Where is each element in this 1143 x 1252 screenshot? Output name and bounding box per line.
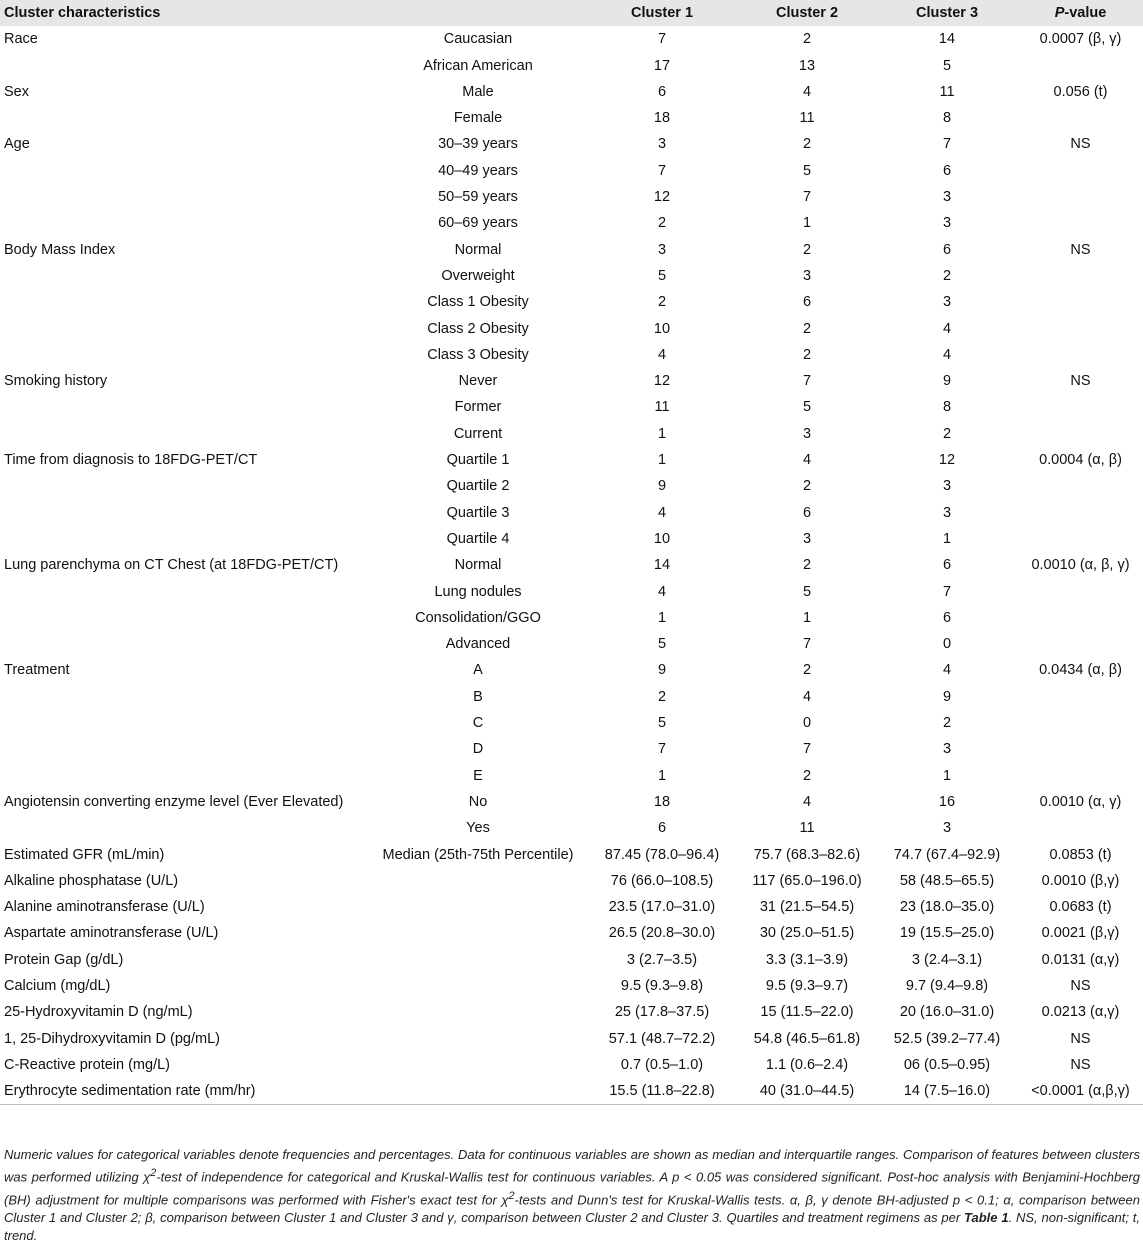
table-row bbox=[0, 526, 1143, 552]
cell-cluster-3: 3 bbox=[942, 741, 952, 758]
cell-characteristic bbox=[0, 316, 370, 342]
cell-cluster-1: 4 bbox=[657, 346, 667, 363]
cell-p-value bbox=[1018, 210, 1143, 236]
cell-cluster-2: 11 bbox=[799, 110, 815, 127]
cell-cluster-1: 1 bbox=[657, 452, 667, 469]
cell-p-value: 0.0021 (β,γ) bbox=[1041, 925, 1120, 942]
cell-cluster-3: 5 bbox=[942, 57, 952, 74]
cell-cluster-1: 7 bbox=[657, 162, 667, 179]
cell-cluster-3: 7 bbox=[942, 583, 952, 600]
cell-cluster-1: 12 bbox=[653, 373, 671, 390]
cell-category bbox=[370, 920, 586, 946]
cell-p-value: NS bbox=[1070, 977, 1091, 994]
cell-cluster-2: 5 bbox=[802, 162, 812, 179]
cell-cluster-3: 23 (18.0–35.0) bbox=[899, 899, 995, 916]
cell-p-value bbox=[1018, 526, 1143, 552]
cell-p-value: 0.056 (t) bbox=[1053, 83, 1108, 100]
table-row bbox=[0, 973, 1143, 999]
cell-cluster-3: 9 bbox=[942, 688, 952, 705]
cell-p-value: 0.0007 (β, γ) bbox=[1039, 31, 1122, 48]
cell-characteristic: Aspartate aminotransferase (U/L) bbox=[4, 925, 219, 942]
table-row bbox=[0, 631, 1143, 657]
cell-characteristic bbox=[0, 579, 370, 605]
cell-characteristic bbox=[0, 684, 370, 710]
cell-cluster-2: 3.3 (3.1–3.9) bbox=[765, 951, 849, 968]
table-row bbox=[0, 710, 1143, 736]
cell-characteristic: Body Mass Index bbox=[4, 241, 116, 258]
cell-cluster-3: 58 (48.5–65.5) bbox=[899, 872, 995, 889]
table-row bbox=[0, 657, 1143, 683]
table-row bbox=[0, 342, 1143, 368]
cell-cluster-2: 6 bbox=[802, 504, 812, 521]
cell-category: No bbox=[468, 793, 488, 810]
table-row bbox=[0, 316, 1143, 342]
cell-category: Consolidation/GGO bbox=[415, 609, 541, 626]
cell-cluster-3: 3 (2.4–3.1) bbox=[911, 951, 983, 968]
table-row bbox=[0, 53, 1143, 79]
cell-category bbox=[370, 947, 586, 973]
table-row bbox=[0, 736, 1143, 762]
cell-cluster-2: 11 bbox=[799, 820, 815, 837]
cell-cluster-3: 3 bbox=[942, 215, 952, 232]
cell-characteristic: C-Reactive protein (mg/L) bbox=[4, 1056, 170, 1073]
cell-cluster-2: 13 bbox=[798, 57, 816, 74]
cell-category: Yes bbox=[466, 820, 490, 837]
cell-cluster-1: 3 bbox=[657, 136, 667, 153]
cell-cluster-3: 4 bbox=[942, 320, 952, 337]
cell-cluster-2: 2 bbox=[802, 478, 812, 495]
cell-p-value: 0.0853 (t) bbox=[1049, 846, 1112, 863]
header-characteristics: Cluster characteristics bbox=[4, 5, 161, 21]
cell-category bbox=[370, 868, 586, 894]
cell-p-value: <0.0001 (α,β,γ) bbox=[1018, 1078, 1143, 1105]
cell-cluster-2: 54.8 (46.5–61.8) bbox=[753, 1030, 861, 1047]
cell-cluster-3: 0 bbox=[942, 636, 952, 653]
cell-cluster-2: 1 bbox=[802, 215, 812, 232]
cell-cluster-2: 15 (11.5–22.0) bbox=[760, 1004, 854, 1021]
cell-p-value: 0.0010 (α, γ) bbox=[1039, 793, 1122, 810]
cell-p-value bbox=[1018, 710, 1143, 736]
cell-p-value: 0.0010 (β,γ) bbox=[1041, 872, 1120, 889]
cell-characteristic bbox=[0, 53, 370, 79]
cell-cluster-1: 1 bbox=[657, 767, 667, 784]
cell-cluster-1: 10 bbox=[653, 320, 671, 337]
cell-characteristic: Alanine aminotransferase (U/L) bbox=[4, 899, 205, 916]
table-row bbox=[0, 289, 1143, 315]
cell-category: 30–39 years bbox=[438, 136, 518, 153]
cell-cluster-2: 4 bbox=[802, 452, 812, 469]
cell-category: D bbox=[472, 741, 484, 758]
table-row bbox=[0, 789, 1143, 815]
cell-characteristic bbox=[0, 105, 370, 131]
cell-cluster-1: 57.1 (48.7–72.2) bbox=[608, 1030, 716, 1047]
cell-cluster-2: 2 bbox=[802, 767, 812, 784]
table-body bbox=[0, 26, 1143, 1105]
cell-cluster-3: 14 (7.5–16.0) bbox=[876, 1078, 1018, 1105]
cell-cluster-1: 9 bbox=[657, 478, 667, 495]
cell-category: Advanced bbox=[445, 636, 511, 653]
cell-cluster-2: 2 bbox=[802, 557, 812, 574]
cell-cluster-1: 9 bbox=[657, 662, 667, 679]
cell-p-value: NS bbox=[1070, 136, 1091, 153]
cell-cluster-1: 5 bbox=[657, 636, 667, 653]
cell-cluster-1: 2 bbox=[657, 294, 667, 311]
cell-cluster-2: 5 bbox=[802, 399, 812, 416]
table-row bbox=[0, 1052, 1143, 1078]
cell-cluster-3: 8 bbox=[942, 110, 952, 127]
table-row bbox=[0, 999, 1143, 1025]
cell-p-value: 0.0213 (α,γ) bbox=[1041, 1004, 1120, 1021]
cell-p-value bbox=[1018, 342, 1143, 368]
cell-p-value bbox=[1018, 605, 1143, 631]
cell-cluster-3: 3 bbox=[942, 504, 952, 521]
cell-characteristic bbox=[0, 763, 370, 789]
cell-cluster-3: 1 bbox=[942, 530, 952, 547]
cell-cluster-2: 4 bbox=[802, 83, 812, 100]
cell-p-value: 0.0683 (t) bbox=[1049, 899, 1112, 916]
cell-cluster-1: 4 bbox=[657, 504, 667, 521]
cell-cluster-3: 4 bbox=[942, 346, 952, 363]
table-row bbox=[0, 421, 1143, 447]
cell-category: A bbox=[473, 662, 483, 679]
cell-cluster-1: 17 bbox=[653, 57, 671, 74]
header-p-value: P-value bbox=[1054, 5, 1107, 21]
cell-cluster-2: 4 bbox=[802, 688, 812, 705]
cell-category: C bbox=[472, 715, 484, 732]
cell-cluster-3: 11 bbox=[939, 83, 955, 100]
cell-category: Female bbox=[453, 110, 503, 127]
cell-cluster-2: 7 bbox=[802, 373, 812, 390]
cell-category: Normal bbox=[454, 241, 502, 258]
cell-characteristic: Sex bbox=[4, 83, 29, 100]
cell-cluster-3: 1 bbox=[942, 767, 952, 784]
cell-category: 50–59 years bbox=[438, 189, 518, 206]
cell-cluster-1: 6 bbox=[657, 820, 667, 837]
cell-category: Quartile 1 bbox=[446, 452, 510, 469]
cell-characteristic: Angiotensin converting enzyme level (Ever Elevated) bbox=[4, 793, 344, 810]
table-footnote: Numeric values for categorical variables denote frequencies and percentages. Data for continuous variables are shown as median and interquartile ranges. Comparison of features between clusters was performed utilizing $\chi^2$-test of independence for categorical and Kruskal-Wallis test for continuous variables. A p < 0.05 was considered significant. Post-hoc analysis with Benjamini-Hochberg (BH) adjustment for multiple comparisons was performed with Fisher's exact test for $\chi^2$-tests and Dunn's test for Kruskal-Wallis tests. α, β, γ denote BH-adjusted p < 0.1; α, comparison between Cluster 1 and Cluster 2; β, comparison between Cluster 1 and Cluster 3 and γ, comparison between Cluster 2 and Cluster 3. Quartiles and treatment regimens as per Table 1. NS, non-significant; t, trend. bbox=[4, 1147, 1140, 1244]
cell-category: African American bbox=[423, 57, 533, 74]
cell-characteristic: Protein Gap (g/dL) bbox=[4, 951, 124, 968]
cell-category bbox=[370, 894, 586, 920]
cell-characteristic bbox=[0, 158, 370, 184]
cell-cluster-1: 23.5 (17.0–31.0) bbox=[608, 899, 716, 916]
table-row bbox=[0, 868, 1143, 894]
cell-cluster-1: 87.45 (78.0–96.4) bbox=[604, 846, 720, 863]
cell-cluster-2: 2 bbox=[802, 662, 812, 679]
cell-category: Normal bbox=[454, 557, 502, 574]
cell-cluster-2: 75.7 (68.3–82.6) bbox=[753, 846, 861, 863]
cell-cluster-2: 5 bbox=[802, 583, 812, 600]
cell-p-value: NS bbox=[1070, 1030, 1091, 1047]
cell-cluster-1: 18 bbox=[653, 110, 671, 127]
table-row bbox=[0, 131, 1143, 157]
header-category bbox=[370, 0, 586, 26]
cell-cluster-3: 52.5 (39.2–77.4) bbox=[893, 1030, 1001, 1047]
table-row bbox=[0, 579, 1143, 605]
cell-cluster-1: 76 (66.0–108.5) bbox=[610, 872, 714, 889]
cell-characteristic bbox=[0, 526, 370, 552]
cell-category: Class 3 Obesity bbox=[427, 346, 529, 363]
cell-p-value bbox=[1018, 316, 1143, 342]
cell-cluster-3: 6 bbox=[942, 557, 952, 574]
cell-characteristic bbox=[0, 263, 370, 289]
cell-category bbox=[370, 1078, 586, 1105]
cell-cluster-1: 11 bbox=[654, 399, 670, 416]
table-row bbox=[0, 684, 1143, 710]
cell-cluster-2: 2 bbox=[802, 136, 812, 153]
cell-cluster-2: 40 (31.0–44.5) bbox=[738, 1078, 876, 1105]
cell-category: Current bbox=[453, 425, 503, 442]
cell-cluster-2: 2 bbox=[802, 320, 812, 337]
cell-cluster-1: 1 bbox=[657, 609, 667, 626]
cell-p-value bbox=[1018, 684, 1143, 710]
cell-p-value: 0.0010 (α, β, γ) bbox=[1031, 557, 1130, 574]
cell-p-value bbox=[1018, 631, 1143, 657]
cell-category: Former bbox=[454, 399, 502, 416]
cell-cluster-2: 2 bbox=[802, 241, 812, 258]
cell-category bbox=[370, 973, 586, 999]
cell-characteristic: Erythrocyte sedimentation rate (mm/hr) bbox=[0, 1078, 370, 1105]
cell-p-value: NS bbox=[1070, 1056, 1091, 1073]
cell-cluster-2: 3 bbox=[802, 267, 812, 284]
cell-cluster-1: 25 (17.8–37.5) bbox=[614, 1004, 710, 1021]
table-row bbox=[0, 158, 1143, 184]
cell-p-value bbox=[1018, 763, 1143, 789]
cell-p-value: NS bbox=[1070, 373, 1091, 390]
cell-cluster-3: 3 bbox=[942, 820, 952, 837]
cell-category: Median (25th-75th Percentile) bbox=[382, 846, 574, 863]
cell-cluster-1: 15.5 (11.8–22.8) bbox=[586, 1078, 738, 1105]
cell-p-value bbox=[1018, 105, 1143, 131]
header-cluster-1: Cluster 1 bbox=[630, 5, 694, 21]
cell-characteristic bbox=[0, 605, 370, 631]
cell-p-value bbox=[1018, 394, 1143, 420]
table-row bbox=[0, 105, 1143, 131]
cell-cluster-1: 14 bbox=[653, 557, 671, 574]
cell-cluster-3: 12 bbox=[938, 452, 956, 469]
cell-cluster-1: 4 bbox=[657, 583, 667, 600]
cell-cluster-1: 7 bbox=[657, 741, 667, 758]
table-row bbox=[0, 26, 1143, 52]
cell-characteristic: Time from diagnosis to 18FDG-PET/CT bbox=[4, 452, 258, 469]
table-row bbox=[0, 184, 1143, 210]
cell-p-value bbox=[1018, 184, 1143, 210]
cell-p-value bbox=[1018, 473, 1143, 499]
cell-category: Lung nodules bbox=[434, 583, 522, 600]
cell-cluster-1: 12 bbox=[653, 189, 671, 206]
cell-cluster-2: 2 bbox=[802, 31, 812, 48]
cell-cluster-3: 9.7 (9.4–9.8) bbox=[905, 977, 989, 994]
cell-cluster-3: 3 bbox=[942, 294, 952, 311]
table-row bbox=[0, 447, 1143, 473]
table-row bbox=[0, 500, 1143, 526]
table-row bbox=[0, 368, 1143, 394]
cell-cluster-2: 0 bbox=[802, 715, 812, 732]
table-row bbox=[0, 473, 1143, 499]
cell-cluster-3: 8 bbox=[942, 399, 952, 416]
header-cluster-2: Cluster 2 bbox=[775, 5, 839, 21]
cell-cluster-1: 2 bbox=[657, 215, 667, 232]
cell-characteristic bbox=[0, 289, 370, 315]
cell-category: Caucasian bbox=[443, 31, 513, 48]
table-row bbox=[0, 79, 1143, 105]
cell-p-value: 0.0434 (α, β) bbox=[1039, 662, 1122, 679]
cell-cluster-2: 31 (21.5–54.5) bbox=[759, 899, 855, 916]
cell-cluster-2: 1 bbox=[802, 609, 812, 626]
cell-cluster-3: 6 bbox=[942, 241, 952, 258]
cell-category: 40–49 years bbox=[438, 162, 518, 179]
cell-cluster-2: 9.5 (9.3–9.7) bbox=[765, 977, 849, 994]
cell-cluster-1: 6 bbox=[657, 83, 667, 100]
cell-cluster-2: 30 (25.0–51.5) bbox=[759, 925, 855, 942]
cell-cluster-3: 7 bbox=[942, 136, 952, 153]
table-row bbox=[0, 1026, 1143, 1052]
table-row bbox=[0, 605, 1143, 631]
cell-cluster-3: 2 bbox=[942, 425, 952, 442]
cell-characteristic bbox=[0, 815, 370, 841]
cell-cluster-1: 2 bbox=[657, 688, 667, 705]
cell-category bbox=[370, 1026, 586, 1052]
cell-p-value bbox=[1018, 815, 1143, 841]
cell-characteristic bbox=[0, 473, 370, 499]
cell-cluster-3: 3 bbox=[942, 189, 952, 206]
cell-cluster-2: 117 (65.0–196.0) bbox=[752, 872, 862, 889]
cell-p-value: 0.0004 (α, β) bbox=[1039, 452, 1122, 469]
cell-cluster-3: 74.7 (67.4–92.9) bbox=[893, 846, 1001, 863]
cell-cluster-2: 1.1 (0.6–2.4) bbox=[765, 1056, 849, 1073]
table-row bbox=[0, 1078, 1143, 1105]
cell-cluster-1: 10 bbox=[653, 530, 671, 547]
cell-cluster-3: 9 bbox=[942, 373, 952, 390]
table-row bbox=[0, 263, 1143, 289]
cell-characteristic: Race bbox=[4, 31, 38, 48]
cell-cluster-1: 5 bbox=[657, 715, 667, 732]
table-row bbox=[0, 237, 1143, 263]
cell-cluster-3: 6 bbox=[942, 609, 952, 626]
cell-cluster-1: 9.5 (9.3–9.8) bbox=[620, 977, 704, 994]
cell-cluster-1: 0.7 (0.5–1.0) bbox=[620, 1056, 704, 1073]
cell-p-value bbox=[1018, 500, 1143, 526]
cell-characteristic: Smoking history bbox=[4, 373, 108, 390]
cell-category: Overweight bbox=[441, 267, 515, 284]
cell-characteristic bbox=[0, 421, 370, 447]
cell-p-value bbox=[1018, 736, 1143, 762]
cell-cluster-2: 2 bbox=[802, 346, 812, 363]
cell-p-value: NS bbox=[1070, 241, 1091, 258]
cell-cluster-2: 3 bbox=[802, 425, 812, 442]
cell-category: Quartile 2 bbox=[446, 478, 510, 495]
cell-characteristic: Alkaline phosphatase (U/L) bbox=[4, 872, 179, 889]
cell-p-value bbox=[1018, 289, 1143, 315]
cell-cluster-2: 3 bbox=[802, 530, 812, 547]
table-row bbox=[0, 947, 1143, 973]
cell-characteristic: 25-Hydroxyvitamin D (ng/mL) bbox=[4, 1004, 193, 1021]
cell-category: Quartile 3 bbox=[446, 504, 510, 521]
header-cluster-3: Cluster 3 bbox=[915, 5, 979, 21]
cell-characteristic: Estimated GFR (mL/min) bbox=[4, 846, 165, 863]
cell-cluster-3: 16 bbox=[938, 793, 956, 810]
cell-cluster-2: 7 bbox=[802, 189, 812, 206]
table-row bbox=[0, 920, 1143, 946]
cell-characteristic bbox=[0, 394, 370, 420]
cell-cluster-1: 3 bbox=[657, 241, 667, 258]
table-row bbox=[0, 815, 1143, 841]
table-row bbox=[0, 394, 1143, 420]
cell-category: E bbox=[473, 767, 483, 784]
cell-cluster-3: 2 bbox=[942, 267, 952, 284]
cell-cluster-1: 1 bbox=[657, 425, 667, 442]
cell-cluster-1: 7 bbox=[657, 31, 667, 48]
cell-category bbox=[370, 999, 586, 1025]
cell-characteristic bbox=[0, 710, 370, 736]
cell-category: Male bbox=[462, 83, 494, 100]
cell-category: Quartile 4 bbox=[446, 530, 510, 547]
cell-characteristic: Lung parenchyma on CT Chest (at 18FDG-PET/CT) bbox=[4, 557, 339, 574]
cell-cluster-2: 6 bbox=[802, 294, 812, 311]
table-row bbox=[0, 842, 1143, 868]
table-row bbox=[0, 552, 1143, 578]
cell-p-value: 0.0131 (α,γ) bbox=[1041, 951, 1120, 968]
table-row bbox=[0, 210, 1143, 236]
cell-cluster-1: 26.5 (20.8–30.0) bbox=[608, 925, 716, 942]
cell-p-value bbox=[1018, 579, 1143, 605]
cell-cluster-3: 4 bbox=[942, 662, 952, 679]
cell-cluster-3: 14 bbox=[938, 31, 956, 48]
cell-p-value bbox=[1018, 421, 1143, 447]
cell-cluster-1: 18 bbox=[653, 793, 671, 810]
header-row bbox=[0, 0, 1143, 26]
cell-cluster-3: 2 bbox=[942, 715, 952, 732]
cell-characteristic: Calcium (mg/dL) bbox=[4, 977, 111, 994]
cell-category: 60–69 years bbox=[438, 215, 518, 232]
cell-cluster-3: 20 (16.0–31.0) bbox=[899, 1004, 995, 1021]
cell-category: Never bbox=[458, 373, 498, 390]
cell-cluster-2: 4 bbox=[802, 793, 812, 810]
cell-cluster-1: 3 (2.7–3.5) bbox=[626, 951, 698, 968]
cell-p-value bbox=[1018, 263, 1143, 289]
cell-characteristic: Treatment bbox=[4, 662, 70, 679]
cell-cluster-3: 19 (15.5–25.0) bbox=[899, 925, 995, 942]
cell-cluster-2: 7 bbox=[802, 741, 812, 758]
cell-category: Class 1 Obesity bbox=[427, 294, 529, 311]
cell-category: Class 2 Obesity bbox=[427, 320, 529, 337]
cell-cluster-3: 6 bbox=[942, 162, 952, 179]
cell-cluster-3: 3 bbox=[942, 478, 952, 495]
cell-category bbox=[370, 1052, 586, 1078]
cell-characteristic bbox=[0, 736, 370, 762]
cell-characteristic bbox=[0, 342, 370, 368]
cell-cluster-2: 7 bbox=[802, 636, 812, 653]
cell-characteristic: 1, 25-Dihydroxyvitamin D (pg/mL) bbox=[4, 1030, 220, 1047]
cell-characteristic bbox=[0, 500, 370, 526]
cell-p-value bbox=[1018, 158, 1143, 184]
cell-characteristic bbox=[0, 184, 370, 210]
cell-p-value bbox=[1018, 53, 1143, 79]
cell-category: B bbox=[473, 688, 483, 705]
cell-cluster-3: 06 (0.5–0.95) bbox=[903, 1056, 991, 1073]
cell-characteristic: Age bbox=[4, 136, 30, 153]
cell-characteristic bbox=[0, 631, 370, 657]
table-row bbox=[0, 894, 1143, 920]
table-row bbox=[0, 763, 1143, 789]
cell-characteristic bbox=[0, 210, 370, 236]
cell-cluster-1: 5 bbox=[657, 267, 667, 284]
